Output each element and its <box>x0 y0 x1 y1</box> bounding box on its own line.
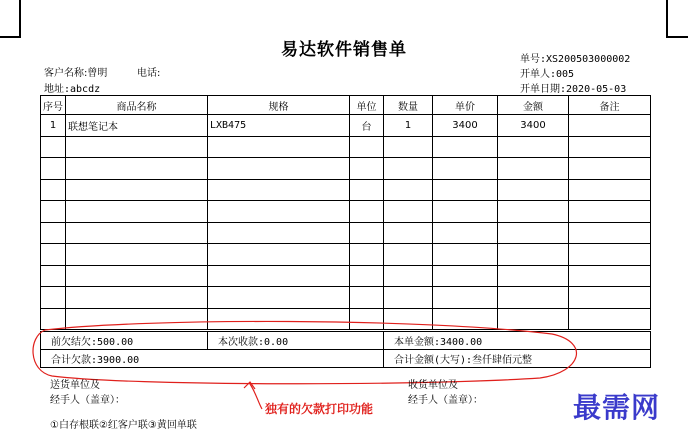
column-header: 数量 <box>384 96 433 115</box>
address: 地址:abcdz <box>44 84 101 95</box>
column-header: 序号 <box>41 96 66 115</box>
table-cell: 3400 <box>498 115 569 137</box>
delivery-unit-label: 送货单位及 <box>50 380 100 391</box>
table-cell: 联想笔记本 <box>66 115 208 137</box>
column-header: 规格 <box>208 96 350 115</box>
order-number: 单号:XS200503000002 <box>520 54 631 65</box>
issuer: 开单人:005 <box>520 69 575 80</box>
previous-debt: 前欠结欠:500.00 <box>41 332 208 350</box>
column-header: 金额 <box>498 96 569 115</box>
receive-agent-label: 经手人（盖章）： <box>408 395 483 406</box>
watermark-logo: 最需网 <box>573 391 661 424</box>
column-header: 单价 <box>433 96 498 115</box>
table-cell: 台 <box>350 115 384 137</box>
order-amount: 本单金额:3400.00 <box>384 332 651 350</box>
table-cell: 3400 <box>433 115 498 137</box>
annotation-arrow <box>250 384 262 409</box>
total-amount-uppercase: 合计金额(大写):叁仟肆佰元整 <box>384 350 651 368</box>
table-cell: LXB475 <box>208 115 350 137</box>
total-debt: 合计欠款:3900.00 <box>41 350 384 368</box>
customer-name: 客户名称:曾明 <box>44 68 108 79</box>
highlight-ellipse <box>33 321 576 383</box>
copies-note: ①白存根联②红客户联③黄回单联 <box>50 420 197 431</box>
document-title: 易达软件销售单 <box>281 40 407 60</box>
received-amount: 本次收款:0.00 <box>208 332 384 350</box>
table-cell: 1 <box>41 115 66 137</box>
delivery-agent-label: 经手人（盖章）： <box>50 395 125 406</box>
column-header: 备注 <box>569 96 651 115</box>
phone-label: 电话: <box>137 68 161 79</box>
column-header: 单位 <box>350 96 384 115</box>
order-date: 开单日期:2020-05-03 <box>520 84 627 95</box>
feature-annotation: 独有的欠款打印功能 <box>265 402 374 416</box>
table-cell: 1 <box>384 115 433 137</box>
column-header: 商品名称 <box>66 96 208 115</box>
receive-unit-label: 收货单位及 <box>408 380 458 391</box>
